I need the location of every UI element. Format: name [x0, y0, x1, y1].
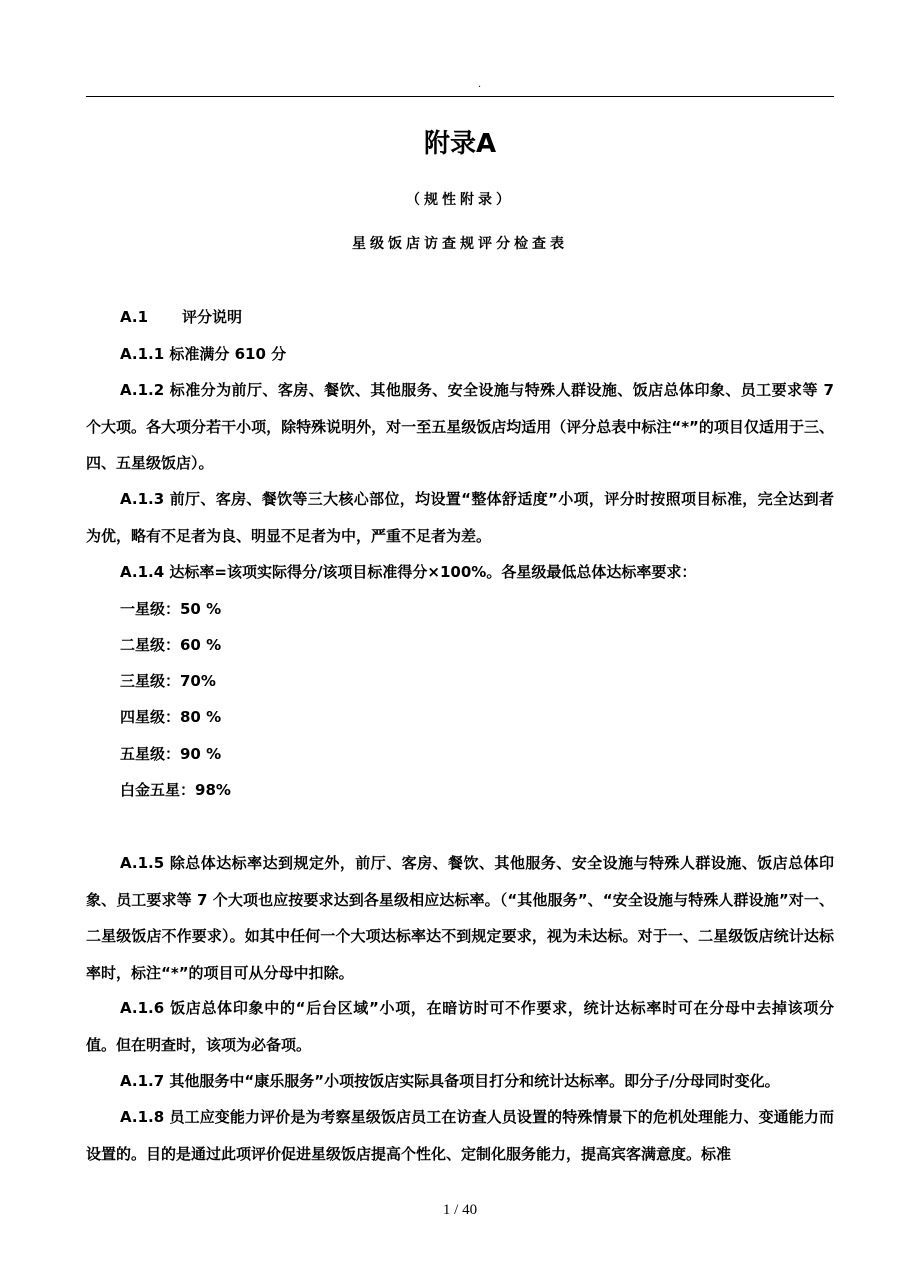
paragraph-a118: A.1.8 员工应变能力评价是为考察星级饭店员工在访查人员设置的特殊情景下的危机处理能力、变通能力而设置的。目的是通过此项评价促进星级饭店提高个性化、定制化服务能力，提高宾客满意度。标准	[86, 1108, 834, 1163]
header-dot: .	[478, 79, 482, 90]
paragraph-a117: A.1.7 其他服务中“康乐服务”小项按饭店实际具备项目打分和统计达标率。即分子/分母同时变化。	[120, 1072, 780, 1090]
star-rate-3: 三星级：70%	[120, 672, 216, 690]
paragraph-a112: A.1.2 标准分为前厅、客房、餐饮、其他服务、安全设施与特殊人群设施、饭店总体印象、员工要求等 7 个大项。各大项分若干小项，除特殊说明外，对一至五星级饭店均适用（评分总表中标注“*”的项目仅适用于三、四、五星级饭店）。	[86, 381, 834, 472]
star-rate-2: 二星级：60 %	[120, 636, 222, 654]
appendix-title: 附录A	[423, 129, 497, 159]
paragraph-a113: A.1.3 前厅、客房、餐饮等三大核心部位，均设置“整体舒适度”小项，评分时按照项目标准，完全达到者为优，略有不足者为良、明显不足者为中，严重不足者为差。	[86, 490, 834, 545]
section-heading	[120, 299, 242, 336]
star-rate-5: 五星级：90 %	[120, 745, 222, 763]
paragraph-a115: A.1.5 除总体达标率达到规定外，前厅、客房、餐饮、其他服务、安全设施与特殊人群设施、饭店总体印象、员工要求等 7 个大项也应按要求达到各星级相应达标率。（“其他服务”、“安全设施与特殊人群设施”对一、二星级饭店不作要求）。如其中任何一个大项达标率达不到规定要求，视为未达标。对于一、二星级饭店统计达标率时，标注“*”的项目可从分母中扣除。	[86, 854, 834, 982]
normative-subtitle: （规性附录）	[406, 192, 514, 208]
table-subtitle: 星级饭店访查规评分检查表	[352, 236, 568, 252]
star-rate-platinum: 白金五星：98%	[120, 781, 231, 799]
section-number: A.1	[120, 308, 149, 326]
star-rate-1: 一星级：50 %	[120, 600, 222, 618]
section-title: 评分说明	[182, 308, 243, 326]
paragraph-a116: A.1.6 饭店总体印象中的“后台区域”小项，在暗访时可不作要求，统计达标率时可在分母中去掉该项分值。但在明查时，该项为必备项。	[86, 999, 834, 1054]
paragraph-a114: A.1.4 达标率=该项实际得分/该项目标准得分×100%。各星级最低总体达标率要求：	[120, 563, 697, 581]
header-rule	[86, 96, 834, 97]
star-rate-4: 四星级：80 %	[120, 708, 222, 726]
page-number: 1 / 40	[442, 1202, 478, 1218]
paragraph-a111: A.1.1 标准满分 610 分	[120, 345, 287, 363]
